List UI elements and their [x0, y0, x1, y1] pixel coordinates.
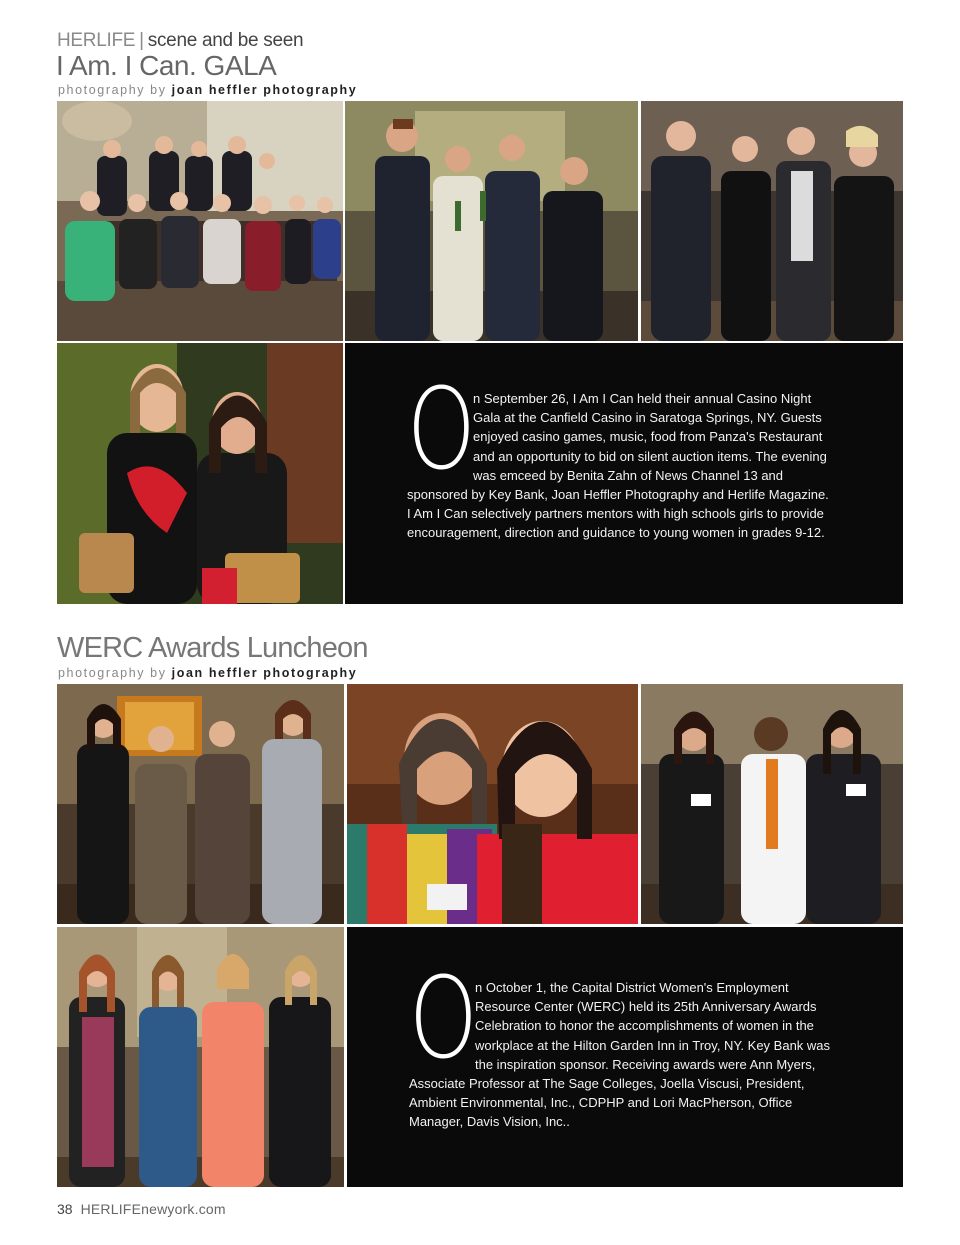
gala-article-text: [407, 365, 835, 543]
werc-article-body: n October 1, the Capital District Women's Employment Resource Center (WERC) held its 25th Anniversary Awards Celebration to honor the accomplishments of women in the workplace at the Hilton Garden Inn in Troy, NY. Key Bank was the inspiration sponsor. Receiving awards were Ann Myers, Associate Professor at The Sage Colleges, Joella Viscusi, President, Ambient Environmental, Inc., CDPHP and Lori MacPherson, Office Manager, Davis Vision, Inc..: [409, 980, 831, 1130]
page-footer: [57, 1201, 226, 1217]
werc-photo-four-women-row: [57, 927, 344, 1187]
gala-photo-credit: [58, 83, 357, 97]
section-header: [57, 30, 303, 52]
werc-photo-three-people: [641, 684, 903, 924]
gala-title: I Am. I Can. GALA: [56, 50, 277, 81]
werc-article-text: [409, 954, 835, 1132]
credit-name: joan heffler photography: [171, 83, 358, 97]
werc-title: WERC Awards Luncheon: [57, 632, 368, 664]
werc-photo-two-women: [347, 684, 638, 924]
header-separator: |: [139, 30, 144, 51]
werc-photo-credit: [58, 666, 357, 680]
magazine-brand: HERLIFE: [57, 30, 136, 51]
gala-photo-group-sofa: [57, 101, 343, 341]
gala-dropcap: O: [407, 365, 476, 495]
werc-article-box: [347, 927, 903, 1187]
gala-article-box: [345, 343, 903, 604]
gala-photo-two-couples: [641, 101, 903, 341]
page-number: 38: [57, 1201, 73, 1217]
werc-photo-four-women: [57, 684, 344, 924]
section-name: scene and be seen: [147, 30, 304, 51]
footer-website: HERLIFEnewyork.com: [80, 1201, 226, 1217]
credit-prefix: photography by: [58, 83, 167, 97]
gala-photo-two-women: [57, 343, 343, 604]
gala-photo-men-toast: [345, 101, 638, 341]
gala-article-body: n September 26, I Am I Can held their annual Casino Night Gala at the Canfield Casino in Saratoga Springs, NY. Guests enjoyed casino games, music, food from Panza's Restaurant and an opportunity to bid on silent auction items. The evening was emceed by Benita Zahn of News Channel 13 and sponsored by Key Bank, Joan Heffler Photography and Herlife Magazine. I Am I Can selectively partners mentors with high schools girls to provide encouragement, direction and guidance to young women in grades 9-12.: [407, 391, 829, 541]
werc-dropcap: O: [409, 954, 478, 1084]
credit-prefix: photography by: [58, 666, 167, 680]
credit-name: joan heffler photography: [171, 666, 358, 680]
